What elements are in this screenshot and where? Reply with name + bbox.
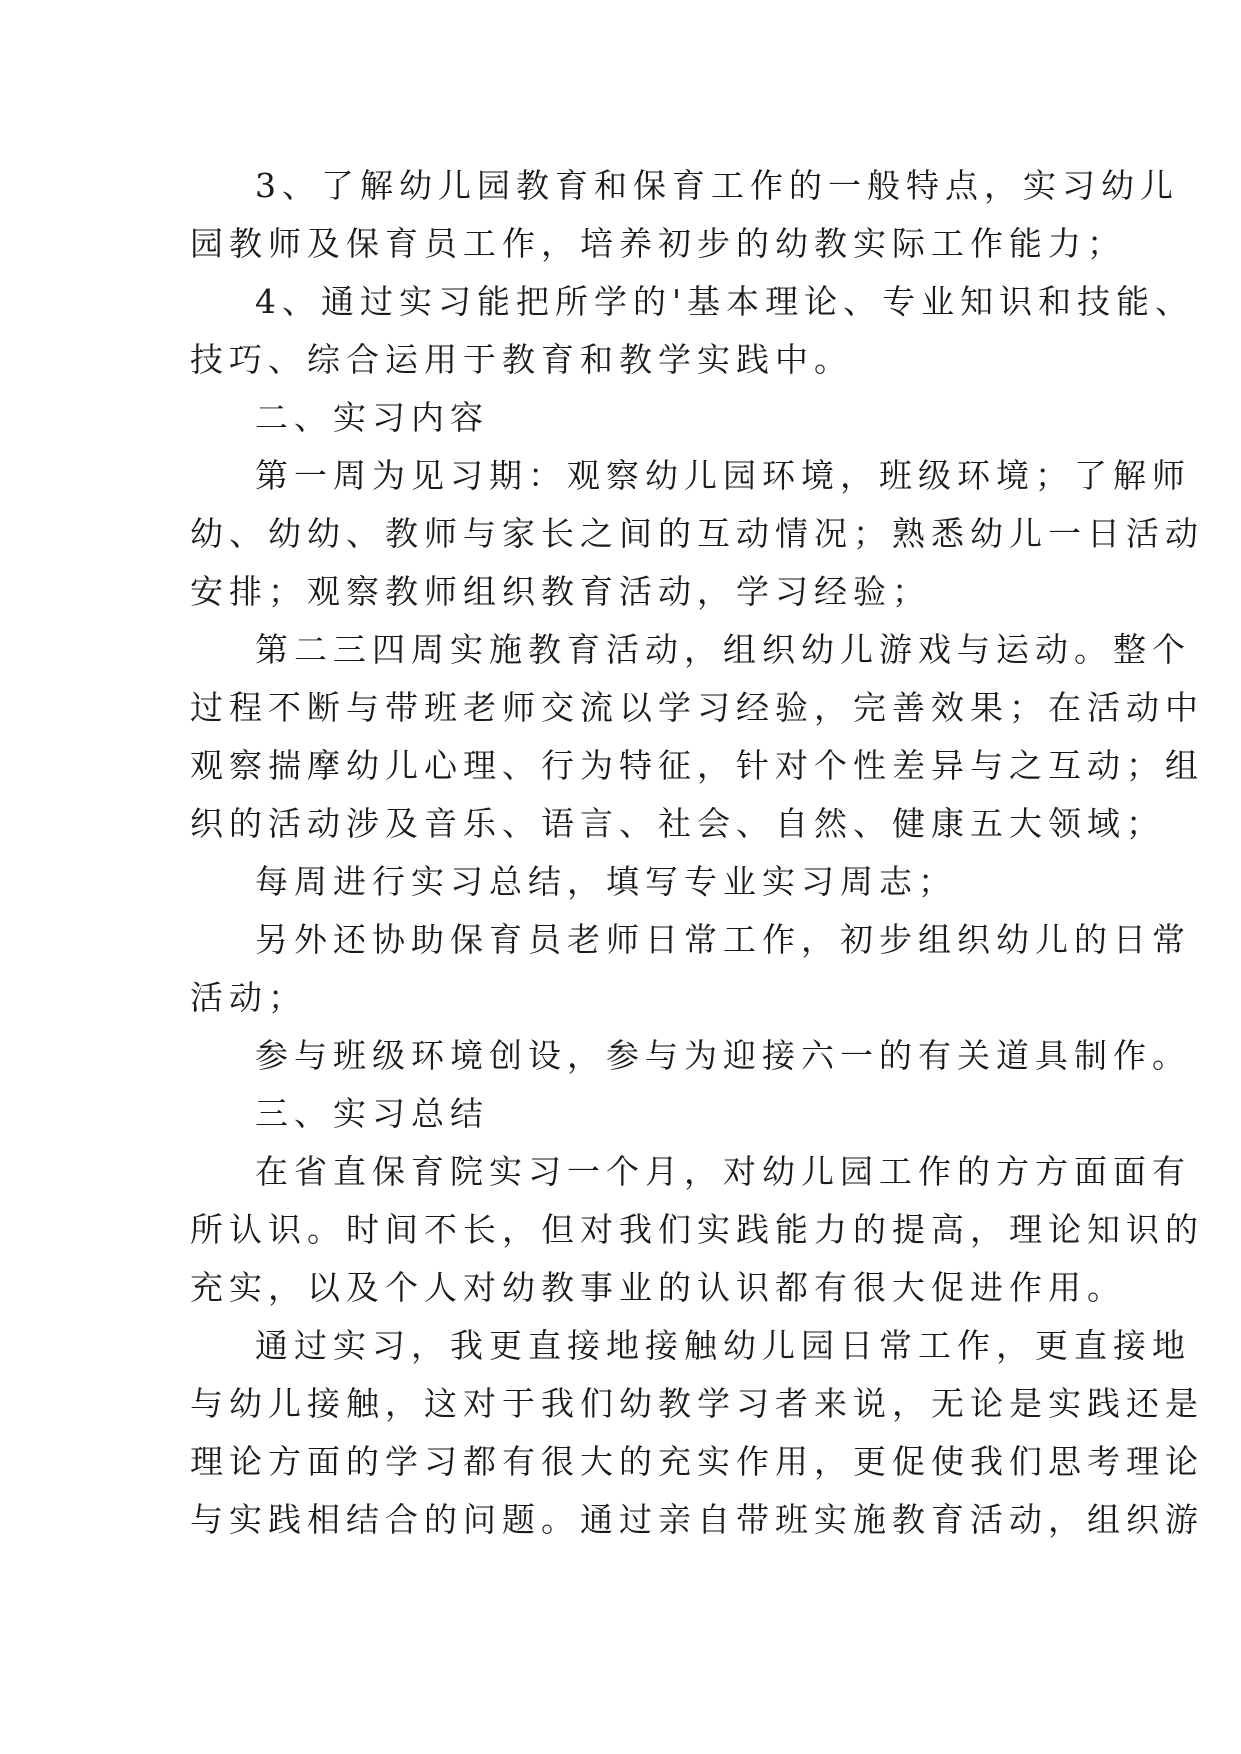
text-line: 理论方面的学习都有很大的充实作用，更促使我们思考理论	[190, 1442, 1204, 1481]
text-line: 织的活动涉及音乐、语言、社会、自然、健康五大领域；	[190, 804, 1165, 843]
section-heading: 三、实习总结	[255, 1094, 489, 1133]
text-line: 与实践相结合的问题。通过亲自带班实施教育活动，组织游	[190, 1500, 1204, 1539]
text-line: 园教师及保育员工作，培养初步的幼教实际工作能力；	[190, 224, 1126, 263]
text-line: 在省直保育院实习一个月，对幼儿园工作的方方面面有	[255, 1152, 1191, 1191]
text-line: 与幼儿接触，这对于我们幼教学习者来说，无论是实践还是	[190, 1384, 1204, 1423]
text-line: 每周进行实习总结，填写专业实习周志；	[255, 862, 957, 901]
text-line: 第一周为见习期：观察幼儿园环境，班级环境；了解师	[255, 456, 1191, 495]
text-line: 另外还协助保育员老师日常工作，初步组织幼儿的日常	[255, 920, 1191, 959]
text-line: 观察揣摩幼儿心理、行为特征，针对个性差异与之互动；组	[190, 746, 1204, 785]
text-line: 幼、幼幼、教师与家长之间的互动情况；熟悉幼儿一日活动	[190, 514, 1204, 553]
text-line: 活动；	[190, 978, 307, 1017]
text-line: 3、了解幼儿园教育和保育工作的一般特点，实习幼儿	[255, 166, 1179, 205]
text-line: 参与班级环境创设，参与为迎接六一的有关道具制作。	[255, 1036, 1191, 1075]
text-line: 安排；观察教师组织教育活动，学习经验；	[190, 572, 931, 611]
text-line: 充实，以及个人对幼教事业的认识都有很大促进作用。	[190, 1268, 1126, 1307]
text-line: 第二三四周实施教育活动，组织幼儿游戏与运动。整个	[255, 630, 1191, 669]
section-heading: 二、实习内容	[255, 398, 489, 437]
text-line: 技巧、综合运用于教育和教学实践中。	[190, 340, 853, 379]
text-line: 4、通过实习能把所学的'基本理论、专业知识和技能、	[255, 282, 1195, 321]
text-line: 通过实习，我更直接地接触幼儿园日常工作，更直接地	[255, 1326, 1191, 1365]
text-line: 过程不断与带班老师交流以学习经验，完善效果；在活动中	[190, 688, 1204, 727]
text-line: 所认识。时间不长，但对我们实践能力的提高，理论知识的	[190, 1210, 1204, 1249]
